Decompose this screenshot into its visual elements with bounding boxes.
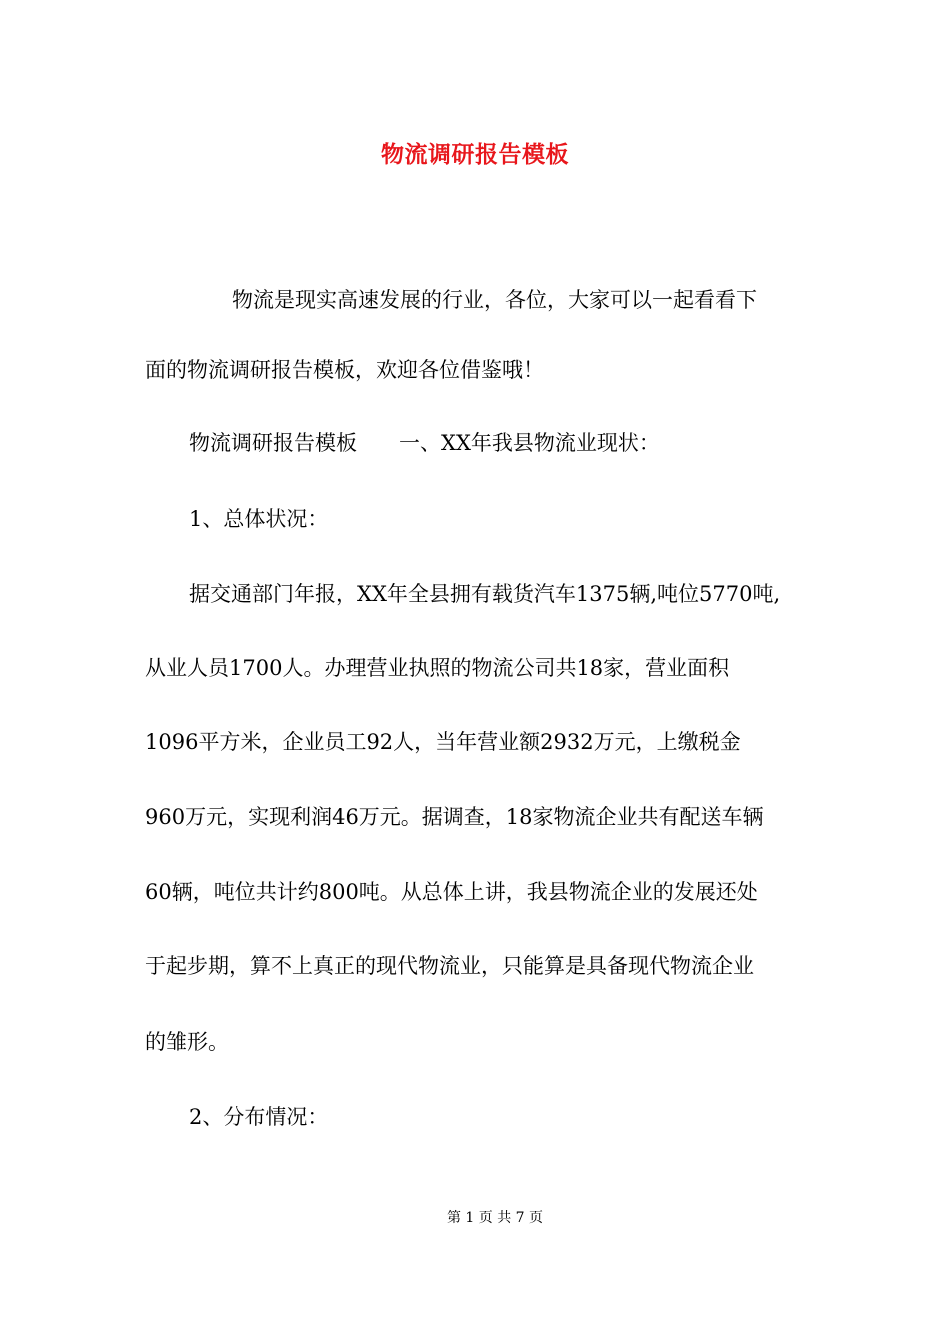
page-footer: 第 1 页 共 7 页 xyxy=(446,1210,544,1226)
document-title: 物流调研报告模板 xyxy=(381,141,569,168)
paragraph-line: 物流是现实高速发展的行业，各位，大家可以一起看看下 xyxy=(232,288,757,312)
paragraph-line: 据交通部门年报，XX年全县拥有载货汽车1375辆,吨位5770吨, xyxy=(189,582,781,606)
paragraph-line: 60辆，吨位共计约800吨。从总体上讲，我县物流企业的发展还处 xyxy=(145,880,758,904)
paragraph-line: 960万元，实现利润46万元。据调查，18家物流企业共有配送车辆 xyxy=(145,805,764,829)
paragraph-line: 物流调研报告模板 一、XX年我县物流业现状： xyxy=(189,431,660,455)
paragraph-line: 从业人员1700人。办理营业执照的物流公司共18家，营业面积 xyxy=(145,656,730,680)
paragraph-line: 的雏形。 xyxy=(145,1030,229,1054)
paragraph-line: 面的物流调研报告模板，欢迎各位借鉴哦！ xyxy=(145,358,544,382)
paragraph-line: 于起步期，算不上真正的现代物流业，只能算是具备现代物流企业 xyxy=(145,954,754,978)
section-heading: 1、总体状况： xyxy=(189,507,329,531)
section-heading: 2、分布情况： xyxy=(189,1105,329,1129)
paragraph-line: 1096平方米，企业员工92人，当年营业额2932万元，上缴税金 xyxy=(145,730,741,754)
